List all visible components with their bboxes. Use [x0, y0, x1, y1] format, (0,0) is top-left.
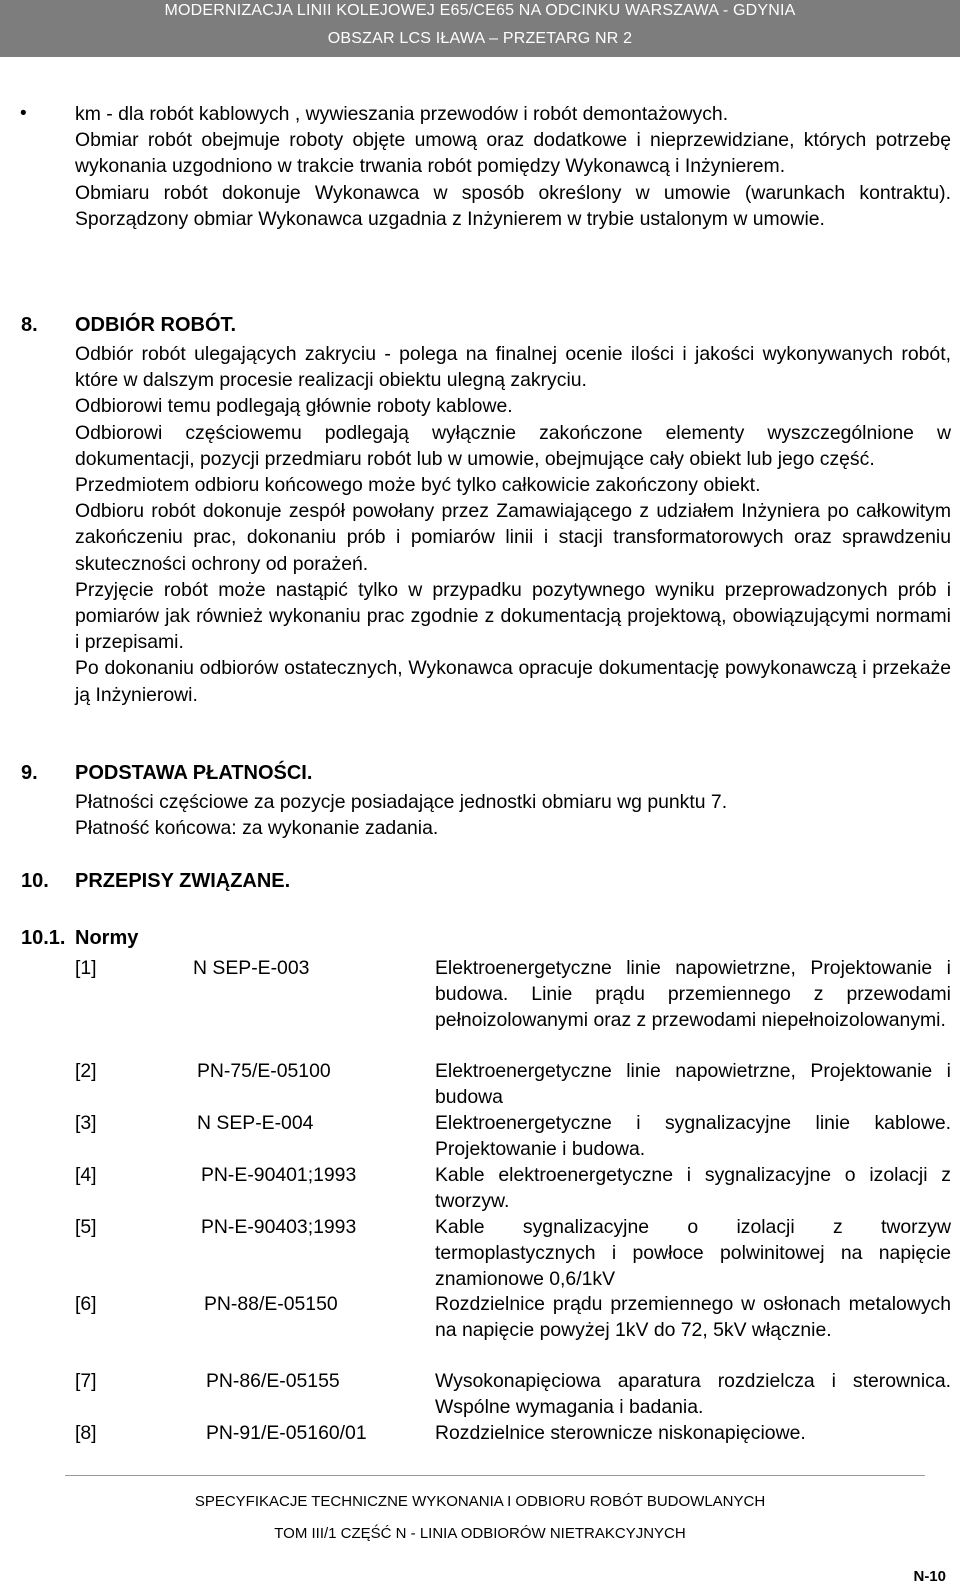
norm-description: Elektroenergetyczne linie napowietrzne, Projektowanie i budowa [435, 1060, 951, 1109]
paragraph: Odbiór robót ulegających zakryciu - polega na finalnej ocenie ilości i jakości wykonywanych robót, które w dalszym procesie realizacji obiektu ulegną zakryciu. [75, 343, 951, 392]
footer-divider [65, 1475, 925, 1476]
paragraph: Przyjęcie robót może nastąpić tylko w przypadku pozytywnego wyniku przeprowadzonych prób i pomiarów jak również wykonaniu prac zgodnie z dokumentacją projektową, obowiązującymi normami i przepisami. [75, 578, 951, 654]
norm-code: PN-88/E-05150 [204, 1293, 338, 1315]
paragraph: Płatność końcowa: za wykonanie zadania. [75, 817, 439, 840]
norm-index: [2] [75, 1060, 97, 1082]
footer-spec-title: SPECYFIKACJE TECHNICZNE WYKONANIA I ODBIORU ROBÓT BUDOWLANYCH [194, 1493, 766, 1510]
norm-code: PN-91/E-05160/01 [206, 1422, 367, 1444]
page-number: N-10 [913, 1568, 946, 1585]
paragraph: Odbiorowi częściowemu podlegają wyłącznie zakończone elementy wyszczególnione w dokumentacji, pozycji przedmiaru robót lub w umowie, obejmujące cały obiekt lub jego część. [75, 421, 951, 470]
norm-description: Rozdzielnice prądu przemiennego w osłonach metalowych na napięcie powyżej 1kV do 72, 5kV włącznie. [435, 1293, 951, 1342]
section-number: 10. [21, 870, 49, 892]
norm-index: [3] [75, 1112, 97, 1134]
header-project-title: MODERNIZACJA LINII KOLEJOWEJ E65/CE65 NA ODCINKU WARSZAWA - GDYNIA [164, 2, 796, 19]
document-header [0, 0, 960, 57]
norm-index: [5] [75, 1216, 97, 1238]
section-number: 8. [21, 314, 38, 336]
norm-code: N SEP-E-003 [193, 957, 310, 979]
norm-description: Elektroenergetyczne i sygnalizacyjne linie kablowe. Projektowanie i budowa. [435, 1112, 951, 1161]
norm-description: Wysokonapięciowa aparatura rozdzielcza i sterownica. Wspólne wymagania i badania. [435, 1370, 951, 1419]
section-title: ODBIÓR ROBÓT. [75, 314, 237, 336]
norm-description: Rozdzielnice sterownicze niskonapięciowe. [435, 1422, 806, 1444]
section-9-body [75, 789, 951, 841]
bullet-text: km - dla robót kablowych , wywieszania przewodów i robót demontażowych. [75, 103, 729, 125]
norm-code: PN-E-90401;1993 [201, 1164, 357, 1186]
subsection-title: Normy [75, 927, 139, 949]
footer-volume-title: TOM III/1 CZĘŚĆ N - LINIA ODBIORÓW NIETRAKCYJNYCH [274, 1525, 686, 1542]
paragraph: Po dokonaniu odbiorów ostatecznych, Wykonawca opracuje dokumentację powykonawczą i przekaże ją Inżynierowi. [75, 657, 951, 706]
paragraph: Obmiaru robót dokonuje Wykonawca w sposób określony w umowie (warunkach kontraktu). Sporządzony obmiar Wykonawca uzgadnia z Inżynierem w trybie ustalonym w umowie. [75, 181, 951, 230]
norm-index: [6] [75, 1293, 97, 1315]
section-8-body [75, 341, 951, 708]
norm-code: PN-E-90403;1993 [201, 1216, 357, 1238]
norm-index: [1] [75, 957, 97, 979]
norm-code: N SEP-E-004 [197, 1112, 314, 1134]
subsection-number: 10.1. [21, 927, 66, 949]
header-tender-title: OBSZAR LCS IŁAWA – PRZETARG NR 2 [327, 30, 633, 47]
norm-description: Kable elektroenergetyczne i sygnalizacyjne o izolacji z tworzyw. [435, 1164, 951, 1213]
paragraph: Odbioru robót dokonuje zespół powołany przez Zamawiającego z udziałem Inżyniera po całkowitym zakończeniu prac, dokonaniu prób i pomiarów linii i stacji transformatorowych oraz sprawdzeniu skuteczności ochrony od porażeń. [75, 500, 951, 575]
norm-code: PN-86/E-05155 [206, 1370, 340, 1392]
norm-description: Kable sygnalizacyjne o izolacji z tworzyw termoplastycznych i powłoce polwinitowej na napięcie znamionowe 0,6/1kV [435, 1216, 951, 1291]
norm-index: [8] [75, 1422, 97, 1444]
list-item [20, 101, 951, 127]
paragraph: Odbiorowi temu podlegają głównie roboty kablowe. [75, 395, 513, 418]
section-title: PODSTAWA PŁATNOŚCI. [75, 762, 313, 784]
paragraph: Płatności częściowe za pozycje posiadające jednostki obmiaru wg punktu 7. [75, 791, 728, 813]
norm-description: Elektroenergetyczne linie napowietrzne, Projektowanie i budowa. Linie prądu przemiennego z przewodami pełnoizolowanymi oraz z przewodami niepełnoizolowanymi. [435, 957, 951, 1032]
bullet-icon: • [20, 103, 27, 124]
intro-block [20, 101, 951, 232]
norm-index: [4] [75, 1164, 97, 1186]
paragraph: Obmiar robót obejmuje roboty objęte umową oraz dodatkowe i nieprzewidziane, których potrzebę wykonania uzgodniono w trakcie trwania robót pomiędzy Wykonawcą i Inżynierem. [75, 129, 951, 178]
norm-code: PN-75/E-05100 [197, 1060, 331, 1082]
section-title: PRZEPISY ZWIĄZANE. [75, 870, 291, 892]
section-number: 9. [21, 762, 38, 784]
paragraph: Przedmiotem odbioru końcowego może być tylko całkowicie zakończony obiekt. [75, 474, 761, 497]
norm-index: [7] [75, 1370, 97, 1392]
